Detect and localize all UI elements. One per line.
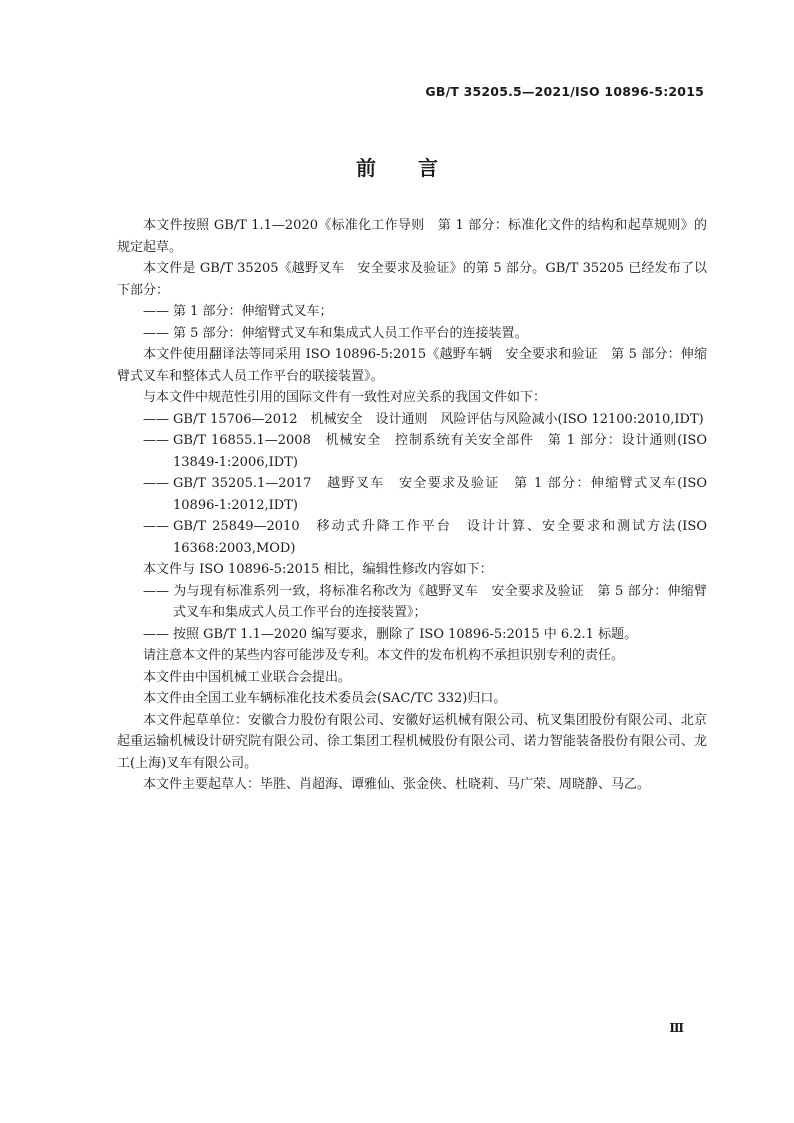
paragraph-text: 本文件按照 GB/T 1.1—2020《标准化工作导则 第 1 部分：标准化文件的结构和起草规则》的规定起草。 (117, 218, 707, 255)
dash-marker: —— (143, 476, 169, 491)
list-item (143, 624, 707, 646)
paragraph (117, 710, 707, 775)
paragraph-text: 本文件由中国机械工业联合会提出。 (143, 669, 352, 685)
paragraph (117, 344, 707, 387)
paragraph (117, 645, 707, 667)
dash-marker: —— (143, 433, 169, 448)
paragraph (117, 559, 707, 581)
preface-body (117, 215, 707, 796)
page-number: Ⅲ (669, 1021, 684, 1035)
paragraph-text: 第 5 部分：伸缩臂式叉车和集成式人员工作平台的连接装置。 (173, 325, 528, 341)
list-item (143, 301, 707, 323)
paragraph (117, 667, 707, 689)
paragraph (117, 387, 707, 409)
paragraph (117, 215, 707, 258)
list-item (143, 409, 707, 431)
paragraph-text: GB/T 25849—2010 移动式升降工作平台 设计计算、安全要求和测试方法(ISO 16368:2003,MOD) (173, 519, 707, 556)
paragraph-text: 为与现有标准系列一致，将标准名称改为《越野叉车 安全要求及验证 第 5 部分：伸缩臂式叉车和集成式人员工作平台的连接装置》； (173, 583, 707, 620)
paragraph (117, 774, 707, 796)
paragraph (117, 258, 707, 301)
paragraph-text: GB/T 16855.1—2008 机械安全 控制系统有关安全部件 第 1 部分：设计通则(ISO 13849-1:2006,IDT) (173, 433, 707, 470)
paragraph-text: GB/T 35205.1—2017 越野叉车 安全要求及验证 第 1 部分：伸缩臂式叉车(ISO 10896-1:2012,IDT) (173, 476, 707, 513)
dash-marker: —— (143, 519, 169, 534)
dash-marker: —— (143, 411, 169, 427)
paragraph-text: GB/T 15706—2012 机械安全 设计通则 风险评估与风险减小(ISO 12100:2010,IDT) (173, 411, 704, 427)
dash-marker: —— (143, 304, 169, 319)
paragraph-text: 本文件是 GB/T 35205《越野叉车 安全要求及验证》的第 5 部分。GB/T 35205 已经发布了以下部分： (117, 261, 707, 298)
paragraph-text: 请注意本文件的某些内容可能涉及专利。本文件的发布机构不承担识别专利的责任。 (143, 648, 625, 663)
standard-code-header: GB/T 35205.5—2021/ISO 10896-5:2015 (425, 84, 704, 99)
paragraph-text: 本文件主要起草人：毕胜、肖超海、谭雅仙、张金侠、杜晓莉、马广荣、周晓静、马乙。 (143, 777, 651, 792)
paragraph-text: 本文件与 ISO 10896-5:2015 相比，编辑性修改内容如下： (143, 562, 493, 577)
list-item (143, 323, 707, 345)
paragraph (117, 688, 707, 710)
paragraph-text: 本文件起草单位：安徽合力股份有限公司、安徽好运机械有限公司、杭叉集团股份有限公司、北京起重运输机械设计研究院有限公司、徐工集团工程机械股份有限公司、诺力智能装备股份有限公司、龙工(上海)叉车有限公司。 (117, 712, 707, 771)
paragraph-text: 本文件使用翻译法等同采用 ISO 10896-5:2015《越野车辆 安全要求和验证 第 5 部分：伸缩臂式叉车和整体式人员工作平台的联接装置》。 (117, 347, 707, 384)
paragraph-text: 本文件由全国工业车辆标准化技术委员会(SAC/TC 332)归口。 (143, 691, 507, 706)
dash-marker: —— (143, 583, 169, 599)
paragraph-text: 与本文件中规范性引用的国际文件有一致性对应关系的我国文件如下： (143, 390, 547, 405)
paragraph-text: 按照 GB/T 1.1—2020 编写要求，删除了 ISO 10896-5:2015 中 6.2.1 标题。 (173, 626, 638, 642)
dash-marker: —— (143, 626, 169, 642)
dash-marker: —— (143, 325, 169, 341)
list-item (143, 473, 707, 516)
list-item (143, 516, 707, 559)
list-item (143, 430, 707, 473)
list-item (143, 581, 707, 624)
paragraph-text: 第 1 部分：伸缩臂式叉车； (173, 304, 333, 319)
page-title: 前言 (356, 156, 480, 180)
